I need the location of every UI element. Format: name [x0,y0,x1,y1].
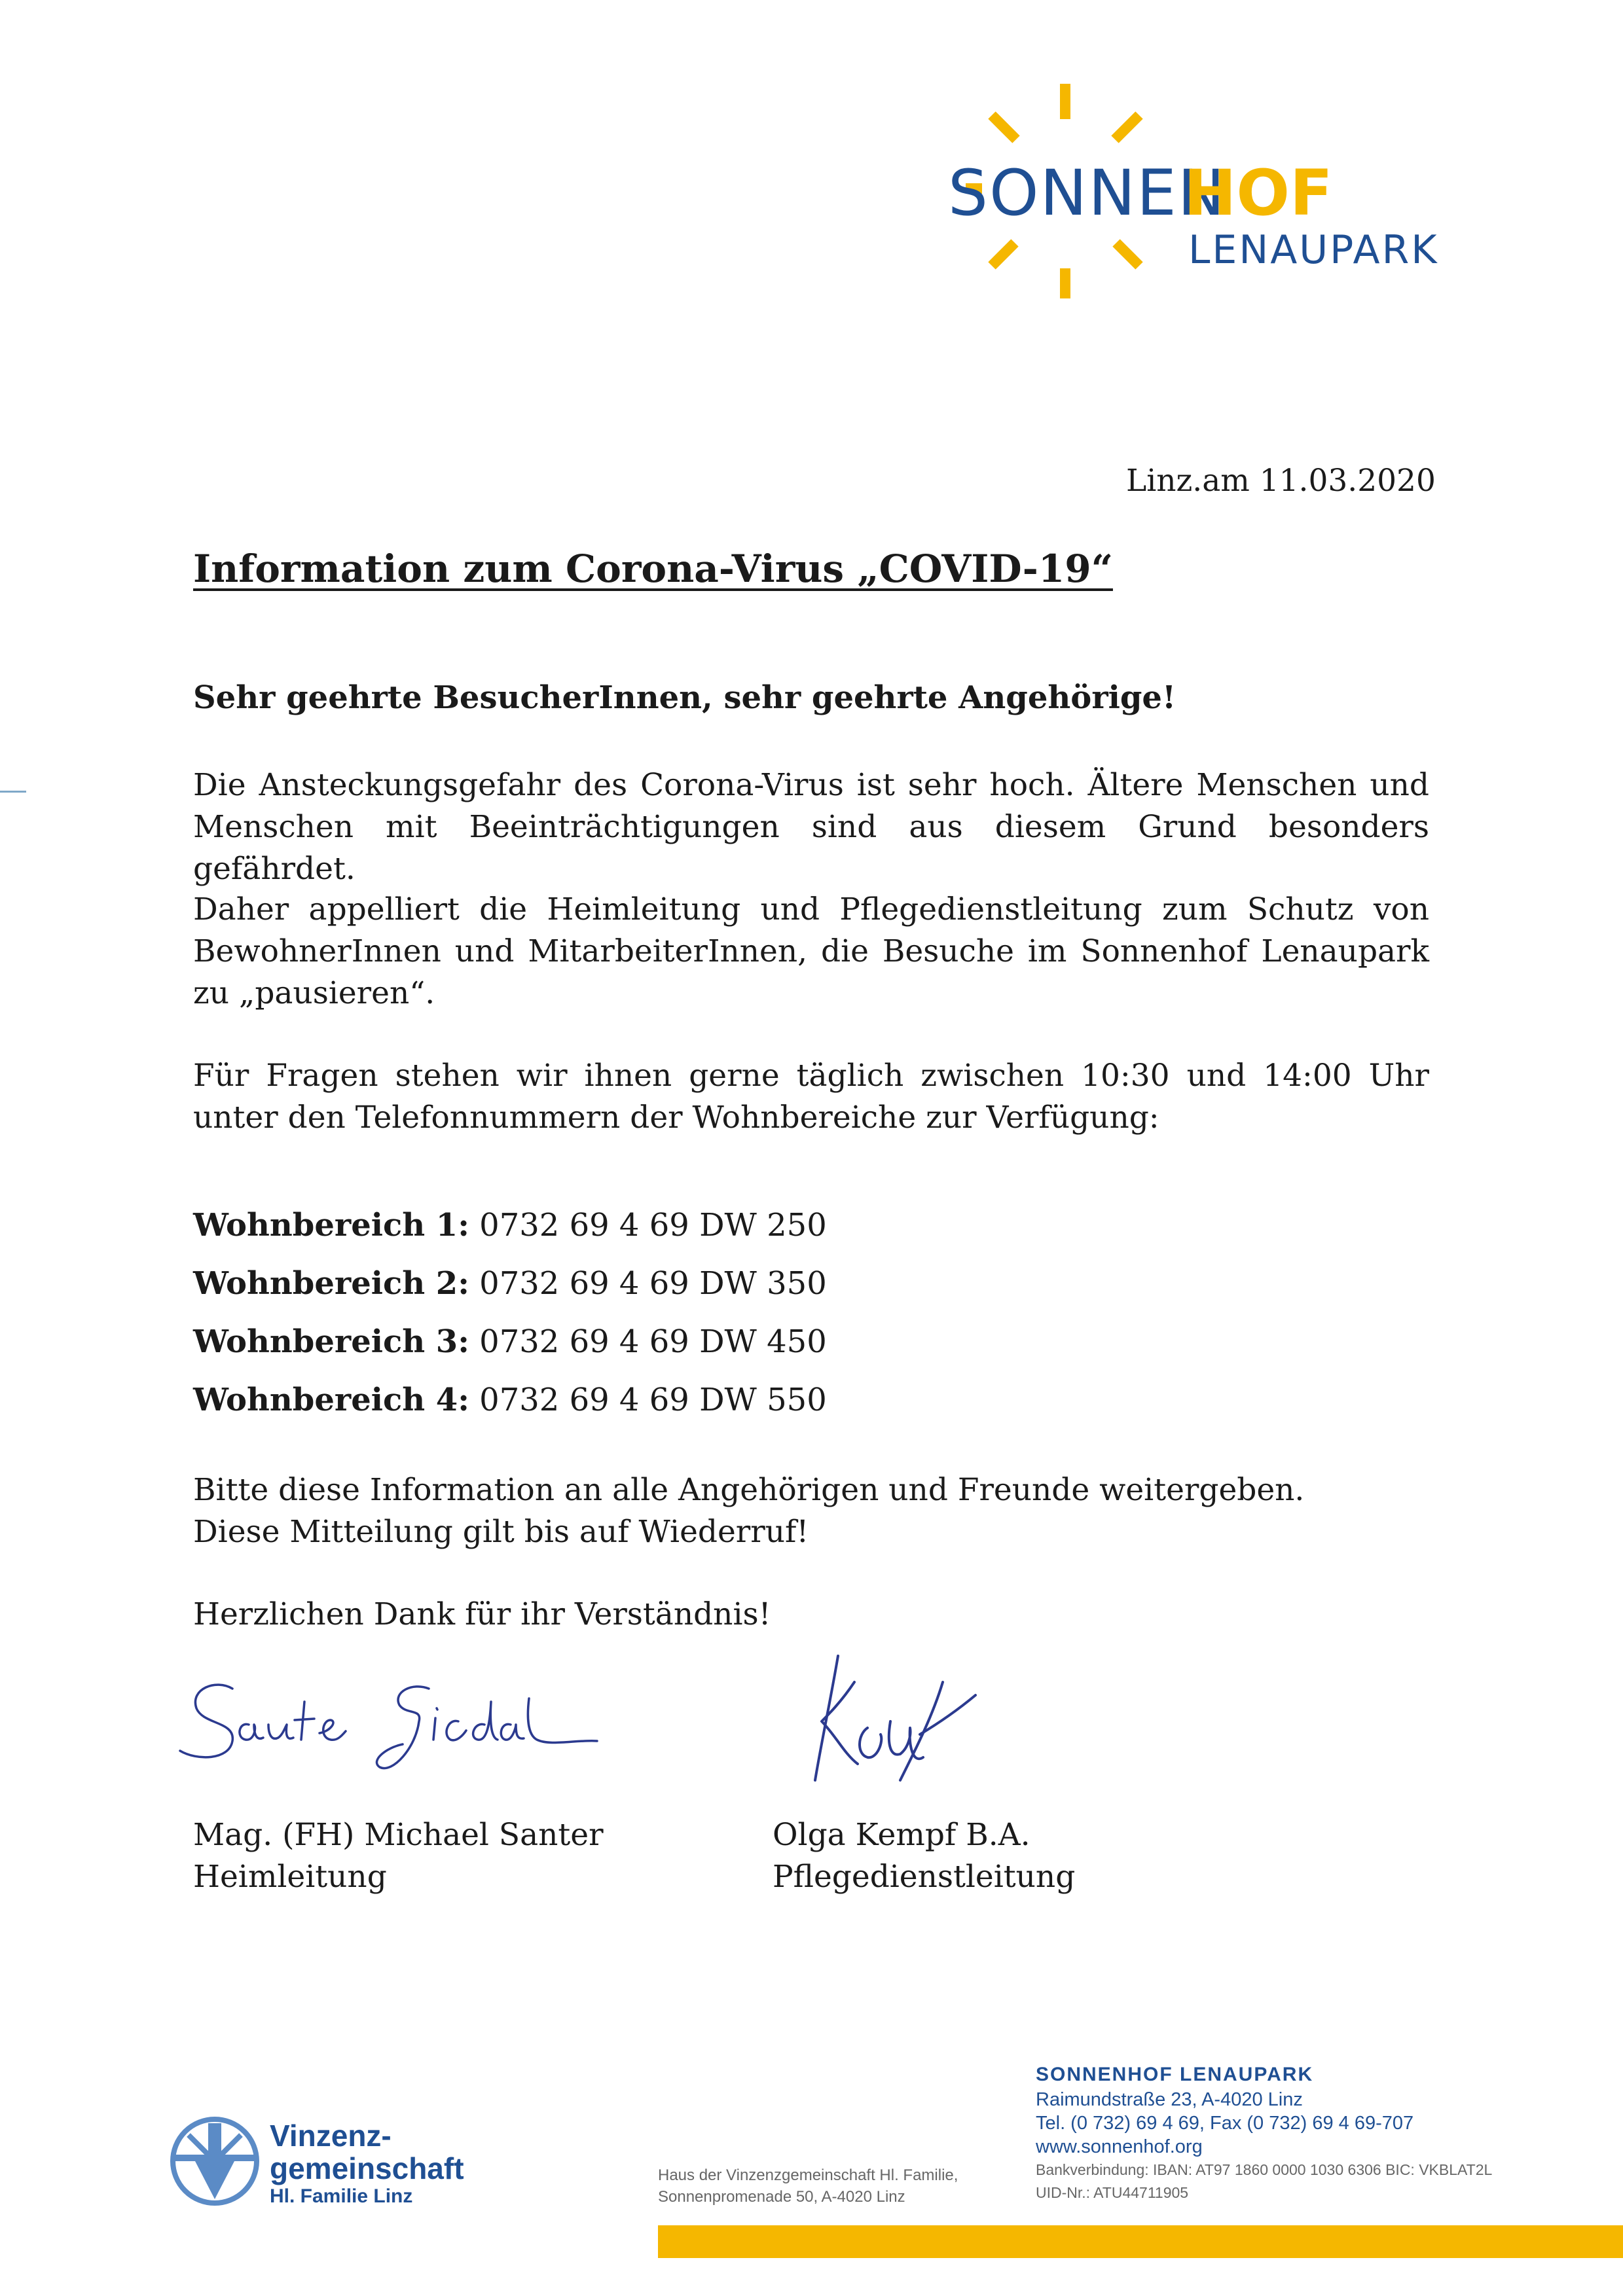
signature-santer [170,1662,609,1780]
paragraph-visit-pause: Daher appelliert die Heimleitung und Pflegedienstleitung zum Schutz von BewohnerInnen und MitarbeiterInnen, die Besuche im Sonnenhof Lenaupark zu „pausieren“. [193,891,1429,1011]
footer-house-address [658,2164,958,2208]
phone-row [193,1255,827,1313]
paragraph-infection-risk: Die Ansteckungsgefahr des Corona-Virus ist sehr hoch. Ältere Menschen und Menschen mit Beeinträchtigungen sind aus diesem Grund besonders gefährdet. [193,767,1429,887]
paragraph-contact-hours: Für Fragen stehen wir ihnen gerne täglich zwischen 10:30 und 14:00 Uhr unter den Telefonnummern der Wohnbereiche zur Verfügung: [193,1058,1429,1136]
logo-word-sonnen: SONNEN [948,156,1226,230]
signatory-name: Mag. (FH) Michael Santer [193,1817,604,1853]
phone-number: 0732 69 4 69 DW 550 [469,1382,827,1418]
signatory-role: Heimleitung [193,1859,387,1895]
paragraph-forward-info [193,1469,1304,1553]
footer-accent-bar [658,2225,1623,2258]
footer-contact-block [1036,2062,1492,2204]
fold-mark [0,791,26,793]
bank-details: Bankverbindung: IBAN: AT97 1860 0000 1030 6306 BIC: VKBLAT2L [1036,2161,1493,2178]
house-address: Sonnenpromenade 50, A-4020 Linz [658,2188,905,2206]
vg-name-line1: Vinzenz- [270,2119,392,2153]
vg-subtitle: Hl. Familie Linz [270,2185,413,2207]
phone-label: Wohnbereich 2: [193,1265,469,1302]
phone-number: 0732 69 4 69 DW 250 [469,1207,827,1244]
org-website-link[interactable]: www.sonnenhof.org [1036,2136,1203,2157]
signatory-santer [193,1814,604,1898]
phone-number: 0732 69 4 69 DW 450 [469,1323,827,1360]
org-address: Raimundstraße 23, A-4020 Linz [1036,2089,1303,2110]
signatory-name: Olga Kempf B.A. [773,1817,1030,1853]
sonnenhof-logo [936,72,1453,308]
vinzenzgemeinschaft-wordmark [270,2119,464,2208]
signature-kempf [759,1649,989,1790]
phone-number: 0732 69 4 69 DW 350 [469,1265,827,1302]
signatory-kempf [773,1814,1075,1898]
house-name: Haus der Vinzenzgemeinschaft Hl. Familie, [658,2166,958,2184]
phone-label: Wohnbereich 4: [193,1382,469,1418]
phone-label: Wohnbereich 1: [193,1207,469,1244]
vg-name-line2: gemeinschaft [270,2151,464,2185]
phone-row [193,1196,827,1255]
logo-word-hof: HOF [1184,156,1333,230]
phone-row [193,1371,827,1429]
revocation-line: Diese Mitteilung gilt bis auf Wiederruf! [193,1514,809,1550]
logo-word-lenaupark: LENAUPARK [1188,227,1439,273]
closing-thanks: Herzlichen Dank für ihr Verständnis! [193,1596,771,1632]
phone-list [193,1196,827,1429]
signatory-role: Pflegedienstleitung [773,1859,1076,1895]
salutation: Sehr geehrte BesucherInnen, sehr geehrte Angehörige! [193,679,1176,716]
phone-label: Wohnbereich 3: [193,1323,469,1360]
org-phone: Tel. (0 732) 69 4 69, Fax (0 732) 69 4 69-707 [1036,2113,1414,2134]
letter-date: Linz.am 11.03.2020 [1126,463,1436,499]
letter-heading: Information zum Corona-Virus „COVID-19“ [193,547,1113,591]
uid-number: UID-Nr.: ATU44711905 [1036,2184,1189,2201]
phone-row [193,1313,827,1371]
org-title: SONNENHOF LENAUPARK [1036,2064,1314,2085]
forward-info-line: Bitte diese Information an alle Angehörigen und Freunde weitergeben. [193,1472,1305,1508]
vinzenzgemeinschaft-logo-icon [169,2115,261,2207]
